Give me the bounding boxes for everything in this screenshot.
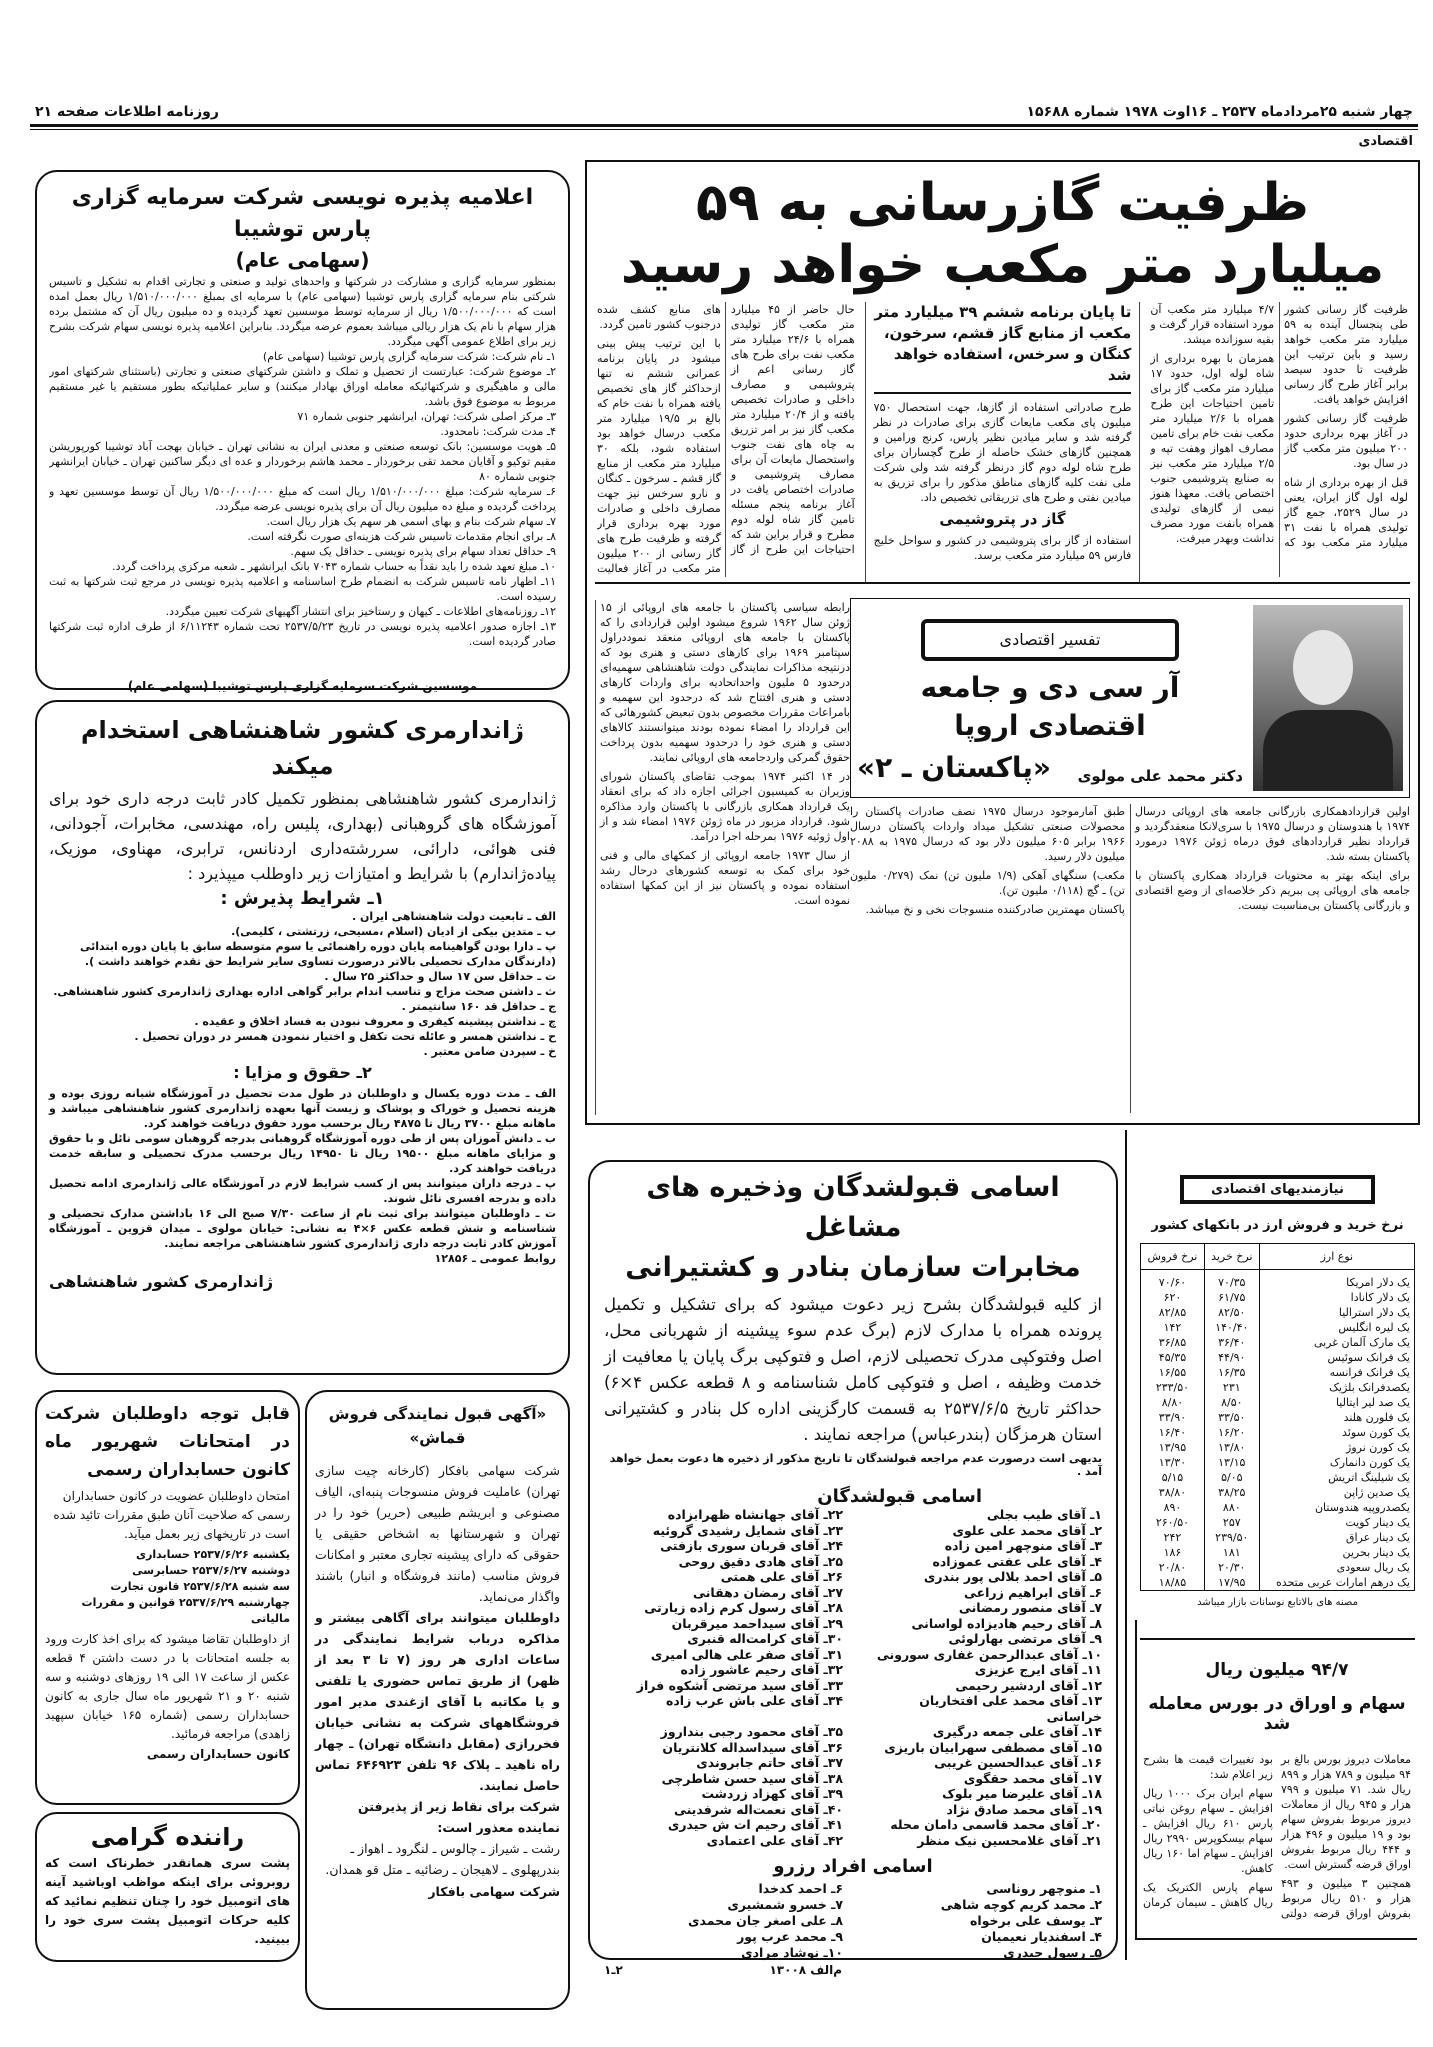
fabric-paragraph: داوطلبان میتوانند برای آگاهی بیشتر و مذاکره درباب شرایط نمایندگی در ساعات اداری هر روز (۷ تا ۳ بعد از ظهر) از طریق تماس حضوری یا تلفنی و یا مکاتبه با آقای ازغندی مدیر امور فروشگاههای شرکت به نشانی خیابان فخررازی (مقابل دانشگاه تهران) ـ چهار راه ناهید ـ پلاک ۹۶ تلفن ۶۴۶۹۲۳ تماس حاصل نمایند. [315, 1610, 560, 1793]
driver-notice [35, 1812, 300, 1962]
accepted-name: ۲۲ـ آقای جهانشاه ظهرابزاده [667, 1507, 843, 1522]
accepted-name: ۲۷ـ آقای رمضان دهقانی [693, 1584, 843, 1600]
header-rule [30, 124, 1418, 127]
accepted-name: ۲۴ـ آقای قربان سوری بازفتی [660, 1538, 843, 1553]
accepted-name: ۱۲ـ آقای اردشیر رحیمی [955, 1677, 1102, 1693]
accountants-body: از داوطلبان تقاضا میشود که برای اخذ کارت ورود به جلسه امتحانات با در دست داشتن ۴ قطعه عکس از ساعت ۱۷ الی ۱۹ روزهای دوشنبه و سه شنبه ۲۰ و ۲۱ شهریور ماه سال جاری به کانون حسابداران رسمی (شماره ۱۶۵ خیابان سپهبد زاهدی) مراجعه فرمائید. [45, 1632, 291, 1741]
currency-title: نرخ خرید و فروش ارز در بانکهای کشور [1151, 1218, 1404, 1233]
sell-rate: ۸۹۰ [1141, 1500, 1205, 1515]
sell-rate: ۲۳۳/۵۰ [1141, 1380, 1205, 1395]
sell-rate: ۳۸/۸۰ [1141, 1485, 1205, 1500]
condition-item: ح ـ نداشتن همسر و عائله تحت تکفل و اختیار ننمودن همسر در دوران تحصیل . [134, 1030, 556, 1043]
conditions-list [49, 909, 556, 1059]
accepted-name: ۲۵ـ آقای هادی دقیق روحی [678, 1553, 843, 1569]
reserve-name: ۹ـ محمد عرب پور [737, 1929, 843, 1944]
gas-paragraph: طرح صادراتی استفاده از گازها، جهت استحصال ۷۵۰ میلیون پای مکعب مایعات گازی برای صادرات در نظر گرفته شد و سایر میادین نظیر پارس، کرنج ورامین و همچنین گازهای خشک حاصله از طرح گچساران برای طرح شاه لوله دوم گاز درنظر گرفته شد ولی شرکت ملی نفت کلیه گازهای مناطق مذکور را برای تزریق به میادین نفتی و طرح های تزریقاتی تخصیص داد. [873, 401, 1132, 504]
ports-ad [588, 1160, 1118, 1977]
pakistan-paragraph: پاکستان مهمترین صادرکننده منسوجات نخی و نخ میباشد. [865, 903, 1125, 916]
pakistan-body-left [595, 600, 850, 1115]
currency-name: یک دلار استرالیا [1259, 1305, 1414, 1320]
buy-rate: ۸۲/۵۰ [1204, 1305, 1259, 1320]
ports-ref-index: ۲ـ۱ [604, 1963, 623, 1977]
accepted-name: ۱۹ـ آقای محمد صادق نژاد [946, 1801, 1102, 1817]
gas-headline-2: میلیارد متر مکعب خواهد رسید [620, 235, 1385, 295]
buy-rate: ۸/۵۰ [1204, 1395, 1259, 1410]
accepted-name: ۲۶ـ آقای علی همتی [720, 1569, 843, 1584]
currency-table [1140, 1243, 1415, 1591]
accepted-name: ۴۲ـ آقای علی اعتمادی [706, 1832, 843, 1848]
currency-row [1141, 1305, 1415, 1320]
reserve-name: ۱ـ منوچهر روناسی [986, 1881, 1102, 1896]
sell-rate: ۱۴۲ [1141, 1320, 1205, 1335]
exam-date: سه شنبه ۲۵۳۷/۶/۲۸ قانون تجارت [110, 1580, 290, 1593]
currency-row [1141, 1410, 1415, 1425]
toshiba-clause: بمنظور سرمایه گزاری و مشارکت در شرکتها و واحدهای تولید و صنعتی و تجارتی اقدام به تشکیل و تاسیس شرکتی بنام سرمایه گزاری پارس توشیبا (سهامی عام) با سرمایه ای بمبلغ ۱/۵۱۰/۰۰۰/۰۰۰ ریال بعمل امده است که ۱/۵۰۰/۰۰۰/۰۰۰ ریال از سرمایه توسط موسسین تعهد گردیده و ده میلیون ریال آن که مشتمل برده هزار سهام با نام یک هزار ریالی میباشد بعموم عرضه میگردد. بنابراین اعلامیه پذیره نویسی سهام شرکت بشرح زیر برای اطلاع عمومی آگهی میگردد. [49, 275, 556, 348]
accepted-name: ۳۳ـ آقای سید مرتضی آشکوه فراز [636, 1677, 843, 1693]
currency-row [1141, 1350, 1415, 1365]
currency-column-header: نوع ارز [1259, 1244, 1414, 1270]
accepted-name: ۳۰ـ آقای کرامت‌اله قنبری [687, 1631, 843, 1646]
currency-row [1141, 1290, 1415, 1305]
gas-paragraph: قبل از بهره برداری از شاه لوله اول گاز ایران، یعنی در سال ۲۵۲۹، جمع گاز تولیدی همراه با نفت ۳۱ میلیارد متر مکعب بود که ۴/۷ میلیارد متر مکعب آن مورد استفاده قرار گرفت و بقیه سوزانده میشد. [1150, 303, 1408, 549]
currency-row [1141, 1380, 1415, 1395]
currency-row [1141, 1530, 1415, 1545]
benefits-list [49, 1086, 556, 1266]
buy-rate: ۳۶/۴۰ [1204, 1335, 1259, 1350]
ports-title-2: مخابرات سازمان بنادر و کشتیرانی [625, 1252, 1081, 1283]
accepted-name: ۴ـ آقای علی عفتی عموزاده [932, 1553, 1102, 1569]
sell-rate: ۵/۱۵ [1141, 1470, 1205, 1485]
buy-rate: ۴۴/۹۰ [1204, 1350, 1259, 1365]
accepted-name: ۱۵ـ آقای مصطفی سهرابیان باریزی [884, 1739, 1102, 1755]
currency-row [1141, 1440, 1415, 1455]
accepted-name: ۱۸ـ آقای علیرضا میر بلوک [942, 1786, 1102, 1801]
gas-headline-1: ظرفیت گازرسانی به ۵۹ [696, 173, 1309, 233]
toshiba-clause: ۶ـ سرمایه شرکت: مبلغ ۱/۵۱۰/۰۰۰/۰۰۰ ریال است که مبلغ ۱/۵۰۰/۰۰۰/۰۰۰ ریال آن توسط موسسین تعهد و پرداخت گردیده و مبلغ ده میلیون ریال آن برای پذیره نویسی عرضه میگردد. [49, 485, 556, 513]
section-label: اقتصادی [1358, 134, 1413, 149]
buy-rate: ۲۳۱ [1204, 1380, 1259, 1395]
toshiba-clause: ۴ـ مدت شرکت: نامحدود. [440, 425, 556, 438]
currency-row [1141, 1500, 1415, 1515]
accepted-name: ۳۲ـ آقای رحیم عاشور زاده [680, 1662, 843, 1677]
buy-rate: ۱۶/۳۵ [1204, 1365, 1259, 1380]
driver-body: پشت سری همانقدر خطرناک است که روبروئی برای اینکه مواظب اوباشید آینه های اتومبیل خود را چنان تنظیم نمائید که کلیه حرکات اتومبیل پشت سری خود را ببینید. [45, 1856, 290, 1946]
condition-item: ج ـ حداقل قد ۱۶۰ سانتیمتر . [401, 1000, 556, 1013]
sell-rate: ۷۰/۶۰ [1141, 1270, 1205, 1291]
gas-body-right [1150, 302, 1408, 577]
sell-rate: ۱۳/۳۰ [1141, 1455, 1205, 1470]
toshiba-subtitle: (سهامی عام) [235, 248, 370, 272]
pakistan-headline-1: آر سی دی و جامعه اقتصادی اروپا [920, 671, 1180, 742]
toshiba-clause: ۱۲ـ روزنامه‌های اطلاعات ـ کیهان و رستاخیز برای انتشار آگهیهای شرکت تعیین میگردد. [165, 605, 556, 618]
currency-name: یک صدین ژاپن [1259, 1485, 1414, 1500]
toshiba-clause: ۸ـ برای انجام مقدمات تاسیس شرکت هزینه‌ای صورت نگرفته است. [247, 530, 556, 543]
pakistan-paragraph: طبق آمارموجود درسال ۱۹۷۵ نصف صادرات پاکستان را محصولات صنعتی تشکیل میداد واردات پاکستان درسال ۱۹۶۶ برابر ۶۰۵ میلیون دلار بود که درسال ۱۹۷۵ به ۲۰۸۸ میلیون دلار رسید. [850, 805, 1125, 863]
exam-date: دوشنبه ۲۵۳۷/۶/۲۷ حسابرسی [132, 1564, 290, 1577]
accepted-name: ۹ـ آقای مرتضی بهارلوئی [948, 1631, 1102, 1646]
benefit-item: پ ـ درجه داران میتوانند پس از کسب شرایط لازم در آموزشگاه عالی ژاندارمری ادامه تحصیل داده و بدرجه افسری نائل شوند. [49, 1177, 556, 1205]
toshiba-clause: ۷ـ سهام شرکت بنام و بهای اسمی هر سهم یک هزار ریال است. [266, 515, 556, 528]
currency-name: یکصدفرانک بلژیک [1259, 1380, 1414, 1395]
sell-rate: ۱۳/۹۵ [1141, 1440, 1205, 1455]
accepted-name: ۳۹ـ آقای کهزاد زردشت [701, 1786, 843, 1801]
benefit-item: ب ـ دانش آموزان پس از طی دوره آموزشگاه گروهبانی بدرجه گروهبان سومی نائل و با حقوق و مزایای ماهانه مبلغ ۱۹۵۰۰ ریال تا ۱۴۹۵۰ ریال برحسب مدرک تحصیلی و سابقه خدمت دریافت خواهند کرد. [49, 1132, 556, 1175]
toshiba-title: اعلامیه پذیره نویسی شرکت سرمایه گزاری پارس توشیبا [71, 185, 534, 242]
header-rule-thin [30, 129, 1418, 130]
sell-rate: ۸/۸۰ [1141, 1395, 1205, 1410]
buy-rate: ۳۳/۵۰ [1204, 1410, 1259, 1425]
bourse-article [1135, 1620, 1417, 1940]
toshiba-clause: ۵ـ هویت موسسین: بانک توسعه صنعتی و معدنی ایران به نشانی تهران ـ خیابان بهجت آباد توشیبا کورپوریشن مقیم توکیو و آقایان محمد تقی برخوردار ـ محمد هاشم برخوردار و عده ای دیگر ساکنین تهران ـ خیابان ایرانشهر جنوبی شماره ۸۰ [49, 440, 556, 483]
benefit-item: روابط عمومی ـ ۱۲۸۵۶ [434, 1252, 556, 1265]
currency-row [1141, 1560, 1415, 1575]
sell-rate: ۳۶/۸۵ [1141, 1335, 1205, 1350]
bourse-paragraph: سهام پارس الکتریک یک ریال کاهش ـ سیمان کرمان [1143, 1881, 1273, 1909]
buy-rate: ۸۸۰ [1204, 1500, 1259, 1515]
accountants-title: قابل توجه داوطلبان شرکت در امتحانات شهریور ماه کانون حسابداران رسمی [45, 1404, 290, 1480]
gas-paragraph: استفاده از گاز برای پتروشیمی در کشور و سواحل خلیج فارس ۵۹ میلیارد متر مکعب برسد. [873, 534, 1132, 562]
accepted-name: ۳۶ـ آقای سیداسداله کلانتریان [662, 1739, 843, 1755]
toshiba-clause: ۱ـ نام شرکت: شرکت سرمایه گزاری پارس توشیبا (سهامی عام) [262, 350, 556, 363]
accepted-name: ۳۴ـ آقای علی باش عرب زاده [666, 1693, 843, 1708]
author-name: دکتر محمد علی مولوی [1077, 767, 1243, 785]
currency-row [1141, 1365, 1415, 1380]
gendarmerie-title: ژاندارمری کشور شاهنشاهی استخدام میکند [80, 716, 525, 780]
sell-rate: ۱۶/۵۵ [1141, 1365, 1205, 1380]
pakistan-paragraph: اولین قراردادهمکاری بازرگانی جامعه های اروپائی درسال ۱۹۷۴ با هندوستان و درسال ۱۹۷۵ با سری‌لانکا منعقدگردید و قرارداد نظیر قراردادهای فوق درماه ژوئن ۱۹۷۶ درمورد پاکستان بسته شد. [1135, 805, 1410, 863]
accepted-heading: اسامی قبولشدگان [817, 1486, 982, 1507]
currency-row [1141, 1395, 1415, 1410]
reserve-name: ۵ـ رسول حیدری [1003, 1945, 1102, 1960]
buy-rate: ۱۳/۸۰ [1204, 1440, 1259, 1455]
currency-name: یک دینار کویت [1259, 1515, 1414, 1530]
currency-row [1141, 1455, 1415, 1470]
accepted-name: ۱۱ـ آقای ایرج عزیزی [974, 1662, 1102, 1677]
author-photo [1253, 605, 1403, 791]
gas-article [585, 160, 1420, 590]
currency-row [1141, 1545, 1415, 1560]
accepted-name: ۱۷ـ آقای محمد حقگوی [963, 1770, 1102, 1786]
toshiba-clause: ۹ـ حداقل تعداد سهام برای پذیره نویسی ـ حداقل یک سهم. [290, 545, 556, 558]
benefits-heading: ۲ـ حقوق و مزایا : [233, 1063, 372, 1082]
accepted-name: ۳۵ـ آقای محمود رجبی بنداروز [660, 1724, 843, 1739]
sell-rate: ۴۵/۳۵ [1141, 1350, 1205, 1365]
currency-row [1141, 1425, 1415, 1440]
buy-rate: ۱۴۰/۴۰ [1204, 1320, 1259, 1335]
condition-item: ت ـ حداقل سن ۱۷ سال و حداکثر ۲۵ سال . [324, 970, 556, 983]
currency-section [1140, 1175, 1415, 1640]
fabric-signature: شرکت سهامی بافکار [428, 1884, 560, 1899]
accepted-list [604, 1507, 1102, 1848]
toshiba-signature: موسسین شرکت سرمایه گزاری پارس توشیبا (سهامی عام) [127, 679, 478, 693]
gas-body-left [597, 302, 855, 577]
gendarmerie-intro: ژاندارمری کشور شاهنشاهی بمنظور تکمیل کادر ثابت درجه داری خود برای آموزشگاه های گروهبانی (بهداری، پلیس راه، مهندسی، مخابرات، آجودانی، فنی هوائی، دارائی، سررشته‌داری اردنانس، ترابری، مهناوی، موزیک، پیاده‌ژاندارم) با شرایط و امتیازات زیر داوطلب میپذیرد : [49, 789, 556, 883]
reserve-name: ۴ـ اسفندیار نعیمیان [981, 1929, 1102, 1944]
benefit-item: الف ـ مدت دوره یکسال و داوطلبان در طول مدت تحصیل در آموزشگاه شبانه روزی بوده و هزینه تحصیل و خوراک و پوشاک و زیست آنها بعهده ژاندارمری کشور شاهنشاهی میباشد و ماهانه مبلغ ۳۷۰۰ ریال تا ۴۸۷۵ ریال برحسب مورد حقوق دریافت خواهند کرد. [49, 1087, 556, 1130]
pakistan-paragraph: برای اینکه بهتر به محتویات قرارداد همکاری پاکستان با جامعه های اروپائی پی ببریم ذکر خلاصه‌ای از وضع اقتصادی و بازرگانی پاکستان بی‌مناسبت نیست. [1135, 869, 1410, 912]
buy-rate: ۱۳/۱۵ [1204, 1455, 1259, 1470]
currency-name: یک درهم امارات عربی متحده [1259, 1575, 1414, 1591]
gas-section-head: گاز در پتروشیمی [939, 510, 1066, 528]
fabric-paragraph: رشت ـ شیراز ـ چالوس ـ لنگرود ـ اهواز ـ بندرپهلوی ـ لاهیجان ـ رضائیه ـ متل قو همدان. [325, 1841, 560, 1877]
currency-name: یک کورن دانمارک [1259, 1455, 1414, 1470]
gas-article-rule [595, 582, 1410, 584]
reserve-list [604, 1881, 1102, 1961]
fabric-ad [305, 1390, 570, 2010]
accepted-name: ۳۱ـ آقای صفر علی هالی امیری [650, 1646, 843, 1662]
buy-rate: ۶۱/۷۵ [1204, 1290, 1259, 1305]
sell-rate: ۲۴۲ [1141, 1530, 1205, 1545]
toshiba-clause: ۱۱ـ اظهار نامه تاسیس شرکت به انضمام طرح اساسنامه و اعلامیه پذیره نویسی در مرجع ثبت شرکتها به ثبت رسیده است. [49, 575, 556, 603]
condition-item: پ ـ دارا بودن گواهینامه پایان دوره راهنمائی یا سوم متوسطه سابق یا پایان دوره ابتدائی (دارندگان مدارک تحصیلی بالاتر درصورت تساوی سایر شرایط حق تقدم خواهند داشت ). [79, 940, 556, 968]
accepted-name: ۲ـ آقای محمد علی علوی [952, 1522, 1102, 1538]
accepted-name: ۴۰ـ آقای نعمت‌اله شرفدینی [673, 1801, 843, 1817]
reserve-name: ۱۰ـ نوشاد مرادی [741, 1945, 843, 1960]
bourse-paragraph: همچنین ۳ میلیون و ۴۹۳ هزار و ۵۱۰ ریال مربوط بفروش اوراق قرضه دولتی بود تغییرات قیمت ها بشرح زیر اعلام شد: [1143, 1753, 1411, 1920]
pakistan-paragraph: در ۱۴ اکتبر ۱۹۷۴ بموجب تقاضای پاکستان شورای وزیران به کمیسیون اجرائی اجازه داد که برای انعقاد یک قرارداد همکاری بازرگانی با پاکستان وارد مذاکره شود. قرارداد مزبور در ماه ژوئن ۱۹۷۶ امضاء شد و از اول ژوئیه ۱۹۷۶ بمرحله اجرا درآمد. [600, 770, 850, 843]
currency-name: یک دینار بحرین [1259, 1545, 1414, 1560]
pakistan-article [585, 590, 1420, 1125]
currency-name: یک دلار امریکا [1259, 1270, 1414, 1291]
sell-rate: ۶۲۰ [1141, 1290, 1205, 1305]
gas-subhead: تا پایان برنامه ششم ۳۹ میلیارد متر مکعب از منابع گاز قشم، سرخون، کنگان و سرخس، استفاده خواهد شد [874, 302, 1132, 394]
accepted-name: ۳۷ـ آقای حاتم جابروندی [696, 1755, 843, 1770]
accountants-ad [35, 1390, 300, 1805]
reserve-name: ۳ـ یوسف علی برخواه [970, 1913, 1102, 1928]
accountants-intro: امتحان داوطلبان عضویت در کانون حسابداران رسمی که صلاحیت آنان طبق مقررات تائید شده است در تاریخهای زیر بعمل میآید. [53, 1489, 290, 1541]
buy-rate: ۱۶/۲۰ [1204, 1425, 1259, 1440]
currency-row [1141, 1335, 1415, 1350]
ports-ref-code: م‌الف ۱۳۰۰۸ [769, 1963, 842, 1977]
condition-item: چ ـ نداشتن پیشینه کیفری و معروف نبودن به فساد اخلاق و عقیده . [194, 1015, 556, 1028]
accepted-name: ۳ـ آقای منوچهر امین زاده [944, 1538, 1102, 1553]
accepted-name: ۲۳ـ آقای شمایل رشیدی گروئیه [652, 1522, 843, 1538]
pakistan-paragraph: از سال ۱۹۷۳ جامعه اروپائی از کمکهای مالی و فنی خود برای کمک به توسعه کشورهای درحال رشد استفاده نموده و پاکستان نیز از این کمکها استفاده نموده است. [600, 849, 850, 907]
reserve-name: ۲ـ محمد کریم کوچه شاهی [940, 1897, 1102, 1912]
accepted-name: ۲۹ـ آقای سیداحمد میرقربان [671, 1615, 843, 1631]
pakistan-body-right [850, 804, 1410, 1113]
accepted-name: ۱۶ـ آقای عبدالحسین غریبی [934, 1755, 1102, 1770]
currency-row [1141, 1470, 1415, 1485]
bourse-paragraph: معاملات دیروز بورس بالغ بر ۹۴ میلیون و ۷۸۹ هزار و ۸۹۹ ریال شد. ۷۱ میلیون و ۷۹۹ هزار و ۹۴۵ ریال از معاملات دیروز مربوط بفروش سهام بود و ۱۹ میلیون و ۴۹۶ هزار و ۴۴۴ ریال مربوط بفروش اوراق قرضه گسترش است. [1281, 1753, 1411, 1871]
pakistan-right-part [850, 598, 1410, 1113]
buy-rate: ۱۸۱ [1204, 1545, 1259, 1560]
pakistan-header-box [850, 598, 1410, 798]
sell-rate: ۱۶/۴۰ [1141, 1425, 1205, 1440]
ports-note: بدیهی است درصورت عدم مراجعه قبولشدگان تا تاریخ مذکور از ذخیره ها دعوت بعمل خواهد آمد . [609, 1452, 1102, 1478]
currency-name: یک فلورن هلند [1259, 1410, 1414, 1425]
accepted-name: ۲۱ـ آقای غلامحسین نیک منظر [917, 1832, 1102, 1848]
currency-footnote: مصنه های بالاتابع نوسانات بازار میباشد [1197, 1597, 1358, 1608]
bourse-headline-2: سهام و اوراق در بورس معامله شد [1148, 1694, 1406, 1734]
buy-rate: ۲۰/۳۰ [1204, 1560, 1259, 1575]
currency-name: یک دینار عراق [1259, 1530, 1414, 1545]
bourse-paragraph: سهام ایران برک ۱۰۰۰ ریال افزایش ـ سهام روغن نباتی پارس ۶۱۰ ریال افزایش ـ سهام بیسکوپرس ۲۹۹۰ ریال افزایش ـ سهام اما ۱۶۰ ریال کاهش. [1143, 1787, 1274, 1875]
accepted-name: ۲۸ـ آقای رسول کرم زاده زیارتی [644, 1600, 843, 1615]
buy-rate: ۱۷/۹۵ [1204, 1575, 1259, 1591]
accepted-name: ۱ـ آقای طیب بجلی [986, 1507, 1102, 1522]
sell-rate: ۱۸۶ [1141, 1545, 1205, 1560]
gas-paragraph: ظرفیت گاز رسانی کشور در آغاز بهره برداری حدود ۲۰۰ میلیون متر مکعب گاز در سال بود. [1284, 412, 1408, 470]
currency-name: یک مارک آلمان غربی [1259, 1335, 1414, 1350]
accepted-name: ۱۳ـ آقای محمد علی افتخاریان خراسانی [919, 1693, 1102, 1724]
accepted-name: ۳۸ـ آقای سید حسن شاطرچی [661, 1770, 843, 1786]
accepted-name: ۱۴ـ آقای علی جمعه درگیری [932, 1724, 1102, 1739]
toshiba-clause: ۱۰ـ مبلغ تعهد شده را باید نقداً به حساب شماره ۷۰۴۳ بانک ایرانشهر ـ شعبه مرکزی پرداخت گردد. [112, 560, 556, 573]
condition-item: الف ـ تابعیت دولت شاهنشاهی ایران . [352, 910, 556, 923]
gas-paragraph: ظرفیت گاز رسانی کشور طی پنجسال آینده به ۵۹ میلیارد متر مکعب خواهد رسید و باین ترتیب این ظرفیت تا حدود سیصد برابر آغاز طرح گاز رسانی افزایش خواهد یافت. [1284, 303, 1408, 406]
accountants-signature: کانون حسابداران رسمی [146, 1747, 290, 1761]
exam-schedule [45, 1547, 290, 1627]
currency-name: یک لیره انگلیس [1259, 1320, 1414, 1335]
sell-rate: ۸۲/۸۵ [1141, 1305, 1205, 1320]
currency-column-header: نرخ خرید [1204, 1244, 1259, 1270]
currency-name: یک فرانک فرانسه [1259, 1365, 1414, 1380]
conditions-heading: ۱ـ شرایط پذیرش : [220, 888, 385, 909]
exam-date: یکشنبه ۲۵۳۷/۶/۲۶ حسابداری [136, 1548, 290, 1561]
driver-title: راننده گرامی [90, 1823, 245, 1851]
currency-name: یک فرانک سوئیس [1259, 1350, 1414, 1365]
kicker-label: تفسیر اقتصادی [921, 619, 1179, 661]
toshiba-notice [35, 170, 570, 693]
currency-row [1141, 1270, 1415, 1291]
currency-name: یک شیلینگ اتریش [1259, 1470, 1414, 1485]
currency-name: یک کورن نروژ [1259, 1440, 1414, 1455]
accepted-name: ۵ـ آقای احمد بلالی پور بندری [923, 1569, 1102, 1584]
currency-name: یک ریال سعودی [1259, 1560, 1414, 1575]
currency-name: یک دلار کانادا [1259, 1290, 1414, 1305]
condition-item: خ ـ سپردن ضامن معتبر . [423, 1045, 556, 1058]
currency-column-header: نرخ فروش [1141, 1244, 1205, 1270]
pakistan-headline-2: «پاکستان ـ ۲» [857, 751, 1051, 784]
currency-row [1141, 1575, 1415, 1591]
ports-title-1: اسامی قبولشدگان وذخیره های مشاغل [646, 1172, 1060, 1243]
reserve-name: ۸ـ علی اصغر جان محمدی [688, 1913, 843, 1928]
buy-rate: ۳۸/۲۵ [1204, 1485, 1259, 1500]
reserve-name: ۷ـ خسرو شمشیری [727, 1897, 843, 1912]
benefit-item: ت ـ داوطلبان میتوانند برای ثبت نام از ساعت ۷/۳۰ صبح الی ۱۶ باداشتن مدارک تحصیلی و شناسنامه و شش قطعه عکس ۶×۴ به نشانی: خیابان مولوی ـ میدان قزوین ـ آموزشگاه آموزش کادر ثابت درجه داری ژاندارمری کشور شاهنشاهی مراجعه نمایند. [49, 1207, 556, 1250]
sell-rate: ۳۳/۹۰ [1141, 1410, 1205, 1425]
pakistan-paragraph: مکعب) سنگهای آهکی (۱/۹ ملیون تن) نمک (۰/۲۷۹ ملیون تن) ـ گچ (۰/۱۱۸ ملیون تن). [850, 869, 1125, 897]
ports-intro: از کلیه قبولشدگان بشرح زیر دعوت میشود که برای تشکیل و تکمیل پرونده همراه با مدارک لازم (برگ عدم سوء پیشینه از شهربانی محل، اصل وفتوکپی مدرک تحصیلی لازم، اصل و فتوکپی برگ پایان یا معافیت از خدمت وظیفه ، اصل و فتوکپی کامل شناسنامه و ۸ قطعه عکس ۴×۶) حداکثر تاریخ ۲۵۳۷/۶/۵ به قسمت کارگزینی اداره کل بنادر و کشتیرانی استان هرمزگان (بندرعباس) مراجعه نمایند . [604, 1295, 1102, 1444]
currency-row [1141, 1485, 1415, 1500]
currency-name: یکصدروپیه هندوستان [1259, 1500, 1414, 1515]
gas-paragraph: با این ترتیب پیش بینی میشود در پایان برنامه عمرانی ششم نه تنها ازحداکثر گاز های تخصیص یافته همراه با نفت خام که بالغ بر ۱۹/۵ میلیارد متر مکعب درسال خواهد بود استفاده شود، بلکه ۳۰ میلیارد متر مکعب از منابع گاز قشم ـ سرخون ـ کنگان و نارو سرخس نیز جهت مصارف داخلی و صادرات مورد بهره برداری قرار گرفته و ظرفیت طرح های گاز رسانی از ۲۰۰ میلیون متر مکعب در آغاز فعالیت [597, 337, 721, 575]
condition-item: ب ـ متدین بیکی از ادیان (اسلام ،مسیحی، زرتشتی ، کلیمی). [231, 925, 556, 938]
fabric-paragraph: شرکت سهامی بافکار (کارخانه چیت سازی تهران) عاملیت فروش منسوجات پنبه‌ای، الیاف مصنوعی و ابریشم طبیعی (حریر) خود را در تهران و شهرستانها به اشخاص حقیقی یا حقوقی که دارای پیشینه تجاری معتبر و امکانات فروش مناسب (مانند فروشگاه و انبار) باشند واگذار می‌نماید. [315, 1463, 560, 1604]
gas-body-middle [865, 302, 1141, 582]
buy-rate: ۲۵۷ [1204, 1515, 1259, 1530]
accepted-name: ۷ـ آقای منصور رمضانی [958, 1600, 1102, 1615]
currency-row [1141, 1515, 1415, 1530]
accepted-name: ۶ـ آقای ابراهیم زراعی [963, 1584, 1102, 1600]
sell-rate: ۱۸/۸۵ [1141, 1575, 1205, 1591]
accepted-name: ۱۰ـ آقای عبدالرحمن غفاری سورونی [876, 1646, 1102, 1662]
paper-page: روزنامه اطلاعات صفحه ۲۱ [35, 104, 219, 120]
accepted-name: ۴۱ـ آقای رحیم ات ش حیدری [667, 1817, 843, 1832]
gas-paragraph: همزمان با بهره برداری از شاه لوله اول، حدود ۱۷ میلیارد متر مکعب گاز برای تامین احتیاجات این طرح همراه با ۲/۶ میلیارد متر مکعب نفت خام برای تامین مصارف اهواز وهفت تپه و ۲/۵ میلیارد متر مکعب نیز به صنایع پتروشیمی جنوب اختصاص یافت. معهذا هنوز نیمی از گازهای تولیدی همراه بانفت مورد مصرف نداشت وبهدر میرفت. [1150, 352, 1275, 545]
currency-row [1141, 1320, 1415, 1335]
gas-paragraph: حال حاضر از ۴۵ میلیارد متر مکعب گاز تولیدی همراه با ۲۴/۶ میلیارد متر مکعب نفت برای طرح های گاز رسانی اعم از پتروشیمی و مصارف داخلی و صادرات تخصیص یافته و از ۲۰/۴ میلیارد متر مکعب گاز نیز بر امر تزریق به چاه های نفت جنوب واستحصال مایعات آن برای مصارف پتروشیمی و صادرات اختصاص یافت در آغاز برنامه پنجم مسئله تامین گاز شاه لوله دوم مطرح و قرار براین شد که احتیاجات این طرح از گاز های منابع کشف شده درجنوب کشور تامین گردد. [597, 303, 855, 556]
fabric-title: «آگهی قبول نمایندگی فروش قماش» [328, 1405, 547, 1447]
buy-rate: ۷۰/۳۵ [1204, 1270, 1259, 1291]
currency-name: یک صد لیر ایتالیا [1259, 1395, 1414, 1410]
buy-rate: ۵/۰۵ [1204, 1470, 1259, 1485]
issue-date: چهار شنبه ۲۵مرداد‌ماه ۲۵۳۷ ـ ۱۶اوت ۱۹۷۸ شماره ۱۵۶۸۸ [1026, 104, 1413, 120]
buy-rate: ۲۳۹/۵۰ [1204, 1530, 1259, 1545]
column-divider [1125, 1130, 1127, 1960]
currency-name: یک کورن سوئد [1259, 1425, 1414, 1440]
toshiba-clause: ۳ـ مرکز اصلی شرکت: تهران، ایرانشهر جنوبی شماره ۷۱ [297, 410, 556, 423]
fabric-paragraph: شرکت برای نقاط زیر از پذیرفتن نماینده معذور است: [358, 1799, 560, 1835]
currency-section-title: نیازمندیهای اقتصادی [1184, 1179, 1371, 1200]
toshiba-clause: ۱۳ـ اجازه صدور اعلامیه پذیره نویسی در تاریخ ۲۵۳۷/۵/۲۳ تحت شماره ۶/۱۱۲۴۳ از طرف اداره ثبت شرکتها صادر گردیده است. [49, 620, 556, 648]
sell-rate: ۲۰/۸۰ [1141, 1560, 1205, 1575]
gendarmerie-ad [35, 700, 570, 1375]
reserve-name: ۶ـ احمد کدخدا [758, 1881, 843, 1896]
bourse-headline-1: ۹۴/۷ میلیون ریال [1205, 1660, 1349, 1680]
condition-item: ث ـ داشتن صحت مزاج و تناسب اندام برابر گواهی اداره بهداری ژاندارمری کشور شاهنشاهی. [53, 985, 556, 998]
toshiba-clause: ۲ـ موضوع شرکت: عبارتست از تحصیل و تملک و داشتن شرکتهای صنعتی و تجارتی (باستثنای شرکتهای امور مالی و ماهیگیری و شرکتهائیکه معامله اوراق بهادار میکنند) و سایر عملیاتیکه بطور مستقیم یا غیر مستقیم مربوط به موضوع فوق باشد. [49, 365, 556, 408]
accepted-name: ۲۰ـ آقای محمد قاسمی دامان محله [890, 1817, 1102, 1832]
reserve-heading: اسامی افراد رزرو [773, 1856, 933, 1877]
sell-rate: ۲۶۰/۵۰ [1141, 1515, 1205, 1530]
accepted-name: ۸ـ آقای رحیم هادیزاده لواسانی [911, 1615, 1102, 1631]
exam-date: چهارشنبه ۲۵۳۷/۶/۲۹ قوانین و مقررات مالیاتی [81, 1596, 290, 1625]
toshiba-clauses [49, 274, 556, 679]
gendarmerie-signature: ژاندارمری کشور شاهنشاهی [49, 1272, 274, 1291]
pakistan-paragraph: رابطه سیاسی پاکستان با جامعه های اروپائی از ۱۵ ژوئن سال ۱۹۶۲ شروع میشود اولین قراردادی را که پاکستان با جامعه های اروپائی منعقد نموددراول سپتامبر ۱۹۶۹ برای کارهای دستی و هنری بود که درنتیجه مذاکرات نمایندگی دولت شاهنشاهی سهمیه‌ای درحدود ۵ ملیون واحداتحادیه برای واردات کارهای دستی و هنری افتتاح شد که درحدود این سهمیه و بامراعات مقررات مخصوص بدون تبعیض کشورهائی که این قرارداد را امضاء نموده بودند میتوانستند کالاهای دستی و هنری خود را درحدود سهمیه بدون پرداخت حقوق گمرکی واردجامعه های اروپائی نمایند. [600, 601, 850, 764]
